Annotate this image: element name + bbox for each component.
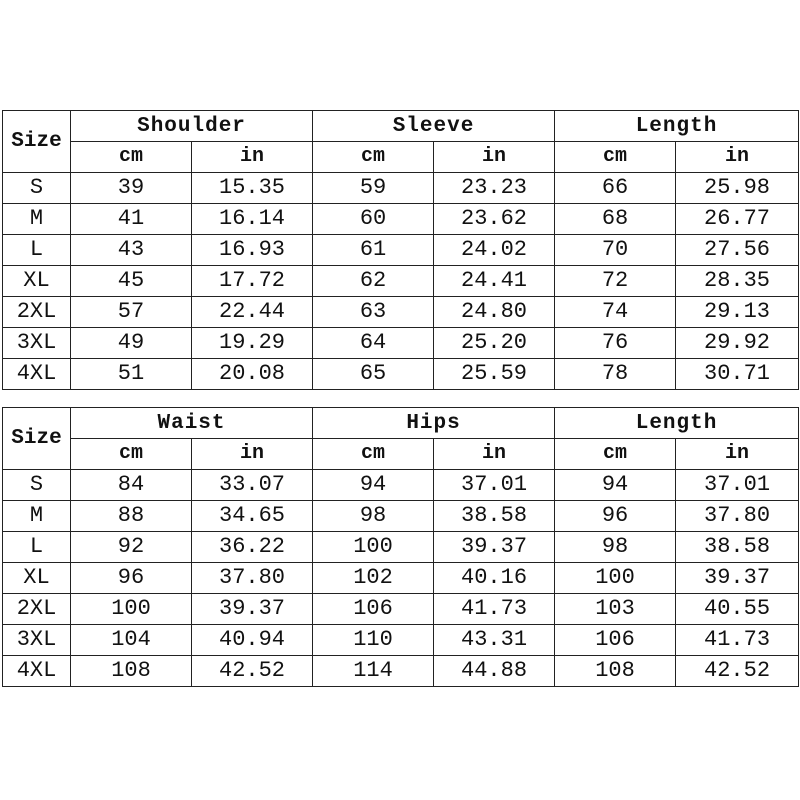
size-chart-upper-table: [2, 110, 799, 390]
measurement-cell: 27.56: [676, 235, 799, 266]
table-row: [3, 656, 799, 687]
unit-header: cm: [555, 439, 676, 470]
measurement-cell: 94: [313, 470, 434, 501]
size-label-cell: M: [3, 204, 71, 235]
size-label-cell: 2XL: [3, 297, 71, 328]
measurement-cell: 94: [555, 470, 676, 501]
table-row: [3, 470, 799, 501]
measurement-cell: 110: [313, 625, 434, 656]
group-header-hips: Hips: [313, 408, 555, 439]
measurement-cell: 39.37: [192, 594, 313, 625]
measurement-cell: 25.98: [676, 173, 799, 204]
unit-header: in: [434, 142, 555, 173]
measurement-cell: 96: [555, 501, 676, 532]
measurement-cell: 98: [555, 532, 676, 563]
measurement-cell: 44.88: [434, 656, 555, 687]
measurement-cell: 38.58: [434, 501, 555, 532]
size-label-cell: M: [3, 501, 71, 532]
measurement-cell: 104: [71, 625, 192, 656]
size-column-header: Size: [3, 111, 71, 173]
table-row: [3, 563, 799, 594]
size-label-cell: 3XL: [3, 328, 71, 359]
measurement-cell: 74: [555, 297, 676, 328]
measurement-cell: 98: [313, 501, 434, 532]
unit-header: cm: [71, 439, 192, 470]
measurement-cell: 22.44: [192, 297, 313, 328]
measurement-cell: 68: [555, 204, 676, 235]
table-row: [3, 235, 799, 266]
measurement-cell: 57: [71, 297, 192, 328]
measurement-cell: 49: [71, 328, 192, 359]
measurement-cell: 40.94: [192, 625, 313, 656]
measurement-cell: 70: [555, 235, 676, 266]
measurement-cell: 102: [313, 563, 434, 594]
size-label-cell: 4XL: [3, 656, 71, 687]
measurement-cell: 20.08: [192, 359, 313, 390]
size-column-header: Size: [3, 408, 71, 470]
measurement-cell: 43: [71, 235, 192, 266]
measurement-cell: 100: [71, 594, 192, 625]
measurement-cell: 62: [313, 266, 434, 297]
table-row: [3, 173, 799, 204]
measurement-cell: 38.58: [676, 532, 799, 563]
measurement-cell: 29.13: [676, 297, 799, 328]
measurement-cell: 60: [313, 204, 434, 235]
measurement-cell: 29.92: [676, 328, 799, 359]
group-header-waist: Waist: [71, 408, 313, 439]
table-row: [3, 328, 799, 359]
measurement-cell: 42.52: [192, 656, 313, 687]
table-row: [3, 532, 799, 563]
size-label-cell: L: [3, 235, 71, 266]
measurement-cell: 37.80: [192, 563, 313, 594]
measurement-cell: 100: [313, 532, 434, 563]
measurement-cell: 16.93: [192, 235, 313, 266]
unit-header: in: [434, 439, 555, 470]
table-row: [3, 501, 799, 532]
size-label-cell: 2XL: [3, 594, 71, 625]
measurement-cell: 103: [555, 594, 676, 625]
size-chart-lower-table: [2, 407, 799, 687]
unit-header: cm: [313, 439, 434, 470]
measurement-cell: 16.14: [192, 204, 313, 235]
measurement-cell: 108: [71, 656, 192, 687]
measurement-cell: 41.73: [676, 625, 799, 656]
measurement-cell: 17.72: [192, 266, 313, 297]
measurement-cell: 40.16: [434, 563, 555, 594]
table-row: [3, 359, 799, 390]
size-label-cell: S: [3, 470, 71, 501]
measurement-cell: 88: [71, 501, 192, 532]
measurement-cell: 114: [313, 656, 434, 687]
size-label-cell: 3XL: [3, 625, 71, 656]
measurement-cell: 51: [71, 359, 192, 390]
size-label-cell: XL: [3, 563, 71, 594]
measurement-cell: 24.80: [434, 297, 555, 328]
measurement-cell: 100: [555, 563, 676, 594]
unit-header: cm: [313, 142, 434, 173]
measurement-cell: 26.77: [676, 204, 799, 235]
table-row: [3, 204, 799, 235]
table-row: [3, 297, 799, 328]
group-header-length: Length: [555, 111, 799, 142]
measurement-cell: 19.29: [192, 328, 313, 359]
measurement-cell: 45: [71, 266, 192, 297]
group-header-sleeve: Sleeve: [313, 111, 555, 142]
measurement-cell: 42.52: [676, 656, 799, 687]
measurement-cell: 39: [71, 173, 192, 204]
measurement-cell: 28.35: [676, 266, 799, 297]
measurement-cell: 24.41: [434, 266, 555, 297]
unit-header: in: [192, 142, 313, 173]
unit-header: in: [192, 439, 313, 470]
measurement-cell: 108: [555, 656, 676, 687]
measurement-cell: 40.55: [676, 594, 799, 625]
measurement-cell: 63: [313, 297, 434, 328]
measurement-cell: 15.35: [192, 173, 313, 204]
measurement-cell: 34.65: [192, 501, 313, 532]
unit-header: cm: [71, 142, 192, 173]
measurement-cell: 33.07: [192, 470, 313, 501]
measurement-cell: 92: [71, 532, 192, 563]
group-header-length: Length: [555, 408, 799, 439]
size-label-cell: S: [3, 173, 71, 204]
unit-header: in: [676, 439, 799, 470]
measurement-cell: 24.02: [434, 235, 555, 266]
measurement-cell: 64: [313, 328, 434, 359]
measurement-cell: 76: [555, 328, 676, 359]
table-row: [3, 625, 799, 656]
unit-header: in: [676, 142, 799, 173]
measurement-cell: 41.73: [434, 594, 555, 625]
measurement-cell: 37.80: [676, 501, 799, 532]
measurement-cell: 72: [555, 266, 676, 297]
measurement-cell: 41: [71, 204, 192, 235]
measurement-cell: 106: [313, 594, 434, 625]
unit-header: cm: [555, 142, 676, 173]
measurement-cell: 84: [71, 470, 192, 501]
measurement-cell: 78: [555, 359, 676, 390]
measurement-cell: 25.20: [434, 328, 555, 359]
measurement-cell: 66: [555, 173, 676, 204]
table-row: [3, 266, 799, 297]
measurement-cell: 96: [71, 563, 192, 594]
measurement-cell: 59: [313, 173, 434, 204]
measurement-cell: 39.37: [676, 563, 799, 594]
measurement-cell: 37.01: [434, 470, 555, 501]
measurement-cell: 65: [313, 359, 434, 390]
measurement-cell: 61: [313, 235, 434, 266]
measurement-cell: 36.22: [192, 532, 313, 563]
measurement-cell: 106: [555, 625, 676, 656]
size-label-cell: 4XL: [3, 359, 71, 390]
group-header-shoulder: Shoulder: [71, 111, 313, 142]
size-label-cell: L: [3, 532, 71, 563]
measurement-cell: 37.01: [676, 470, 799, 501]
table-row: [3, 594, 799, 625]
measurement-cell: 23.62: [434, 204, 555, 235]
measurement-cell: 39.37: [434, 532, 555, 563]
measurement-cell: 23.23: [434, 173, 555, 204]
size-label-cell: XL: [3, 266, 71, 297]
measurement-cell: 25.59: [434, 359, 555, 390]
measurement-cell: 43.31: [434, 625, 555, 656]
measurement-cell: 30.71: [676, 359, 799, 390]
